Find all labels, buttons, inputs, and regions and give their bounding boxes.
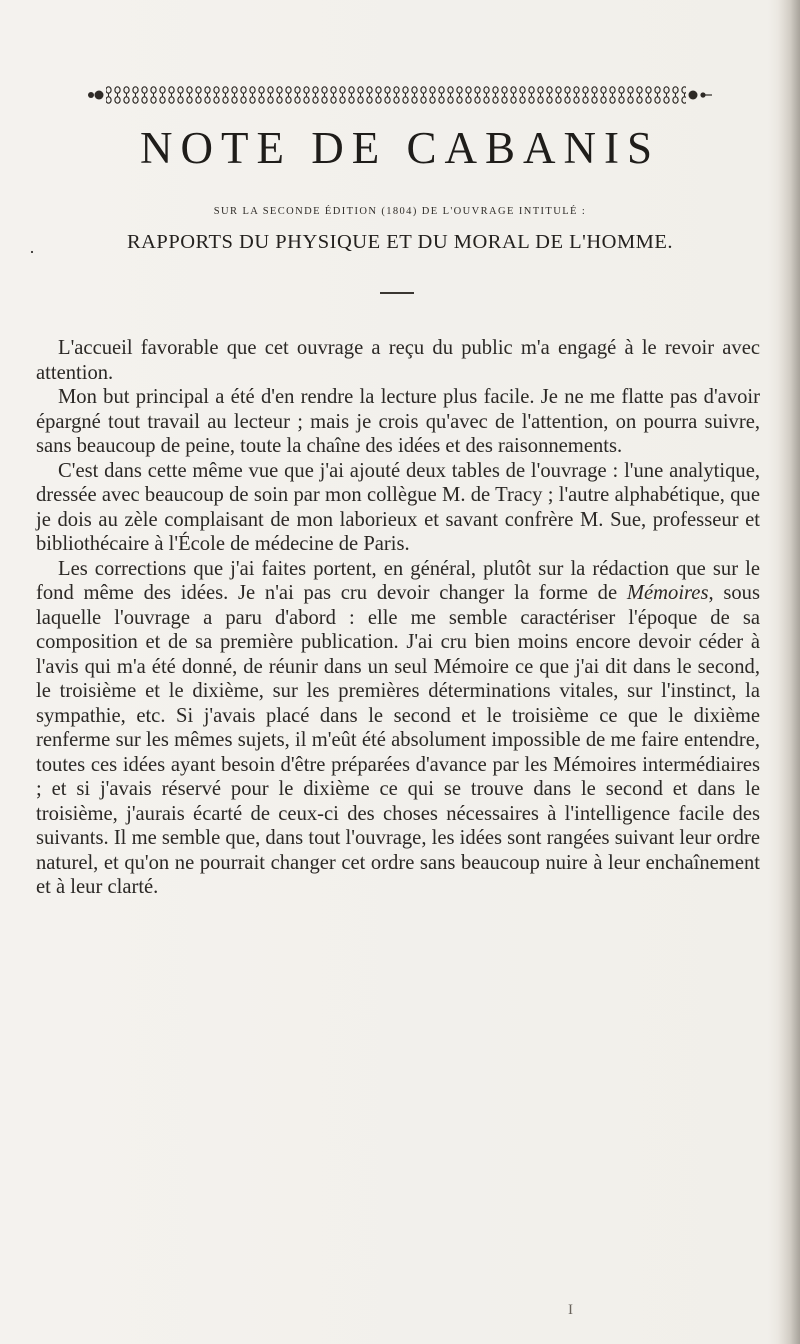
page-number: I — [568, 1302, 573, 1318]
edition-subtitle: SUR LA SECONDE ÉDITION (1804) DE L'OUVRAGE INTITULÉ : — [213, 206, 587, 217]
work-title: RAPPORTS DU PHYSIQUE ET DU MORAL DE L'HOMME. — [126, 231, 674, 253]
page-edge-shadow — [778, 0, 800, 1344]
note-title: NOTE DE CABANIS — [140, 123, 660, 173]
paragraph-4-end: , sous laquelle l'ouvrage a paru d'abord : elle me semble caractériser l'époque de sa composition et de sa première publication. J'ai cru bien moins encore devoir céder à l'avis qui m'a été donné, de réunir dans un seul Mémoire ce que j'ai dit dans le second, le troisième et le dixième, sur les premières déterminations vitales, sur l'instinct, la sympathie, etc. Si j'avais placé dans le second et le troisième ce que le dixième renferme sur les mêmes sujets, il m'eût été absolument impossible de me faire entendre, toutes ces idées ayant besoin d'être préparées d'avance par les Mémoires intermédiaires ; et si j'avais réservé pour le dixième ce qui se trouve dans le second et dans le troisième, j'aurais écarté de ceux-ci des choses nécessaires à l'intelligence facile des suivants. Il me semble que, dans tout l'ouvrage, les idées sont rangées suivant leur ordre naturel, et qu'on ne pourrait changer cet ordre sans beaucoup nuire à leur enchaînement et à leur clarté. — [36, 582, 760, 898]
paragraph-1: L'accueil favorable que cet ouvrage a reçu du public m'a engagé à le revoir avec attention. — [36, 337, 760, 384]
decorative-ornament-band — [86, 84, 712, 106]
section-divider — [380, 292, 414, 294]
paragraph-4 — [36, 557, 760, 900]
memoires-italic: Mémoires — [626, 582, 709, 604]
paragraph-2: Mon but principal a été d'en rendre la lecture plus facile. Je ne me flatte pas d'avoir épargné tout travail au lecteur ; mais je crois qu'avec de l'attention, on pourra suivre, sans beaucoup de peine, toute la chaîne des idées et des raisonnements. — [36, 386, 760, 457]
margin-bullet: · — [29, 242, 35, 262]
paragraph-4-start: Les corrections que j'ai faites portent, en général, plutôt sur la rédaction que sur le fond même des idées. Je n'ai pas cru devoir changer la forme de — [36, 557, 760, 604]
note-body — [36, 336, 760, 900]
paragraph-3: C'est dans cette même vue que j'ai ajouté deux tables de l'ouvrage : l'une analytique, dressée avec beaucoup de soin par mon collègue M. de Tracy ; l'autre alphabétique, que je dois au zèle complaisant de mon laborieux et savant confrère M. Sue, professeur et bibliothécaire à l'École de médecine de Paris. — [36, 459, 760, 555]
